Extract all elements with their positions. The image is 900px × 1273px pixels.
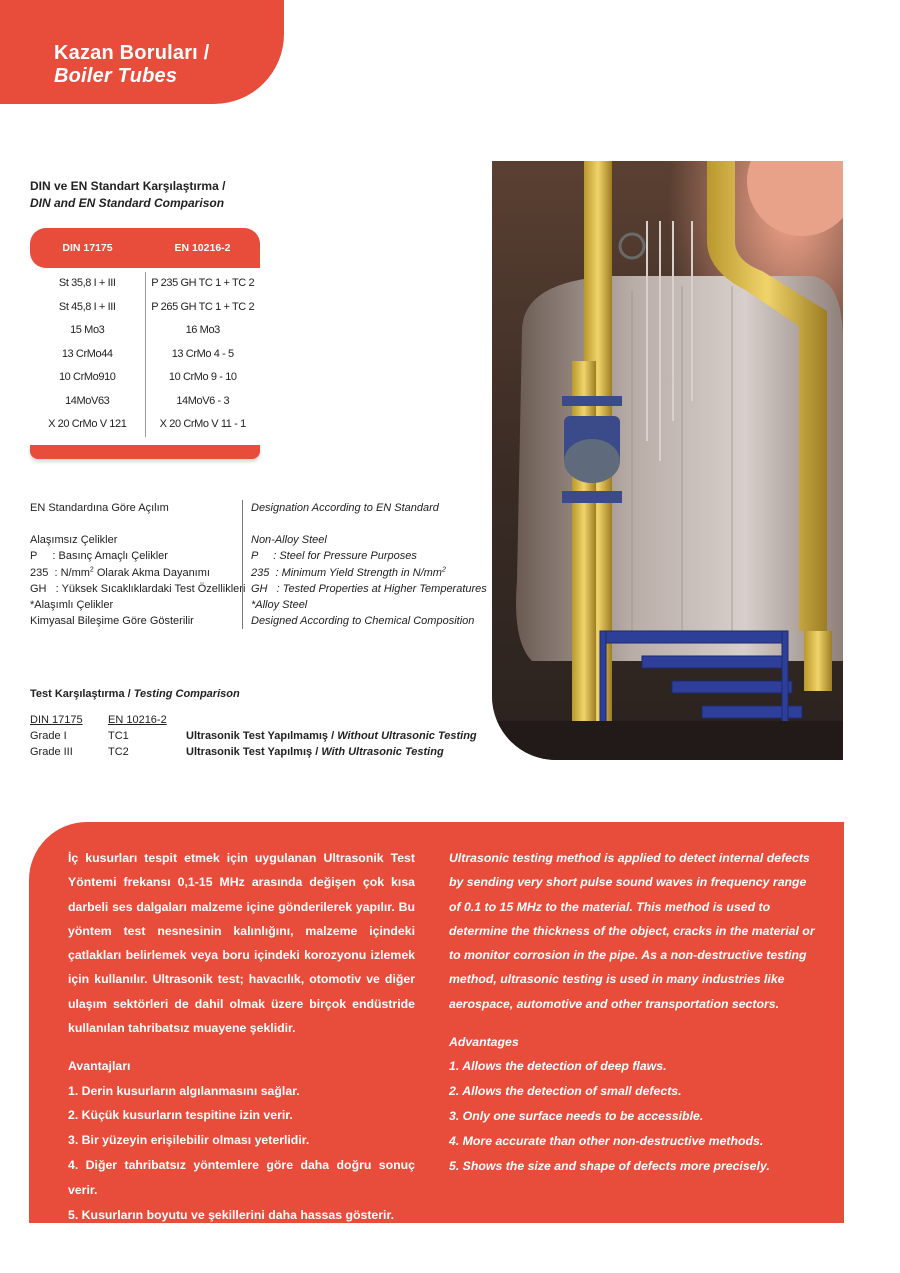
- header-din: DIN 17175: [62, 242, 113, 254]
- list-item: 4. More accurate than other non-destructive methods.: [449, 1133, 764, 1148]
- comparison-title-tr: DIN ve EN Standart Karşılaştırma /: [30, 179, 226, 193]
- info-body-en: Ultrasonic testing method is applied to detect internal defects by sending very short pulse sound waves in frequency range of 0.1 to 15 MHz to the material. This method is used to determine the thickness of the object, cracks in the material or to monitor corrosion in the pipe. As a non-destructive testing method, ultrasonic testing is used in many industries like aerospace, automotive and other transportation sectors.: [449, 851, 815, 1011]
- boiler-room-photo: [492, 161, 843, 760]
- list-item: 1. Derin kusurların algılanmasını sağlar.: [68, 1083, 300, 1098]
- testing-table: [30, 712, 477, 760]
- designation-line: *Alloy Steel: [251, 599, 308, 612]
- cell-din: 13 CrMo44: [30, 343, 146, 367]
- table-row: Grade III TC2 Ultrasonik Test Yapılmış / With Ultrasonic Testing: [30, 746, 444, 758]
- designation-line: *Alaşımlı Çelikler: [30, 599, 114, 612]
- cell-din: 15 Mo3: [30, 319, 146, 343]
- table-footer-bar: [30, 445, 260, 459]
- cell-en: 14MoV6 - 3: [176, 394, 230, 407]
- table-row: [30, 319, 260, 343]
- designation-heading-en: Designation According to EN Standard: [251, 502, 439, 514]
- advantages-list-tr: [68, 1079, 415, 1228]
- comparison-title: [30, 178, 225, 212]
- list-item: 2. Allows the detection of small defects.: [449, 1084, 682, 1099]
- advantages-heading-tr: Avantajları: [68, 1059, 131, 1074]
- list-item: 5. Shows the size and shape of defects more precisely.: [449, 1158, 770, 1173]
- designation-line: Kimyasal Bileşime Göre Gösterilir: [30, 615, 194, 628]
- designation-tr: [30, 500, 246, 629]
- list-item: 3. Only one surface needs to be accessible.: [449, 1108, 704, 1123]
- cell-en: P 265 GH TC 1 + TC 2: [151, 300, 255, 313]
- designation-line: GH : Yüksek Sıcaklıklardaki Test Özellikleri: [30, 582, 246, 595]
- cell-din: St 35,8 I + III: [30, 272, 146, 296]
- list-item: 5. Kusurların boyutu ve şekillerini daha hassas gösterir.: [68, 1207, 394, 1222]
- designation-line: Alaşımsız Çelikler: [30, 534, 118, 547]
- cell-en: 16 Mo3: [185, 324, 220, 336]
- cell-din: St 45,8 I + III: [30, 296, 146, 320]
- list-item: 1. Allows the detection of deep flaws.: [449, 1059, 667, 1074]
- table-row: [30, 343, 260, 367]
- ultrasonic-info-panel: [29, 822, 844, 1223]
- info-column-tr: [68, 846, 415, 1227]
- designation-line: Designed According to Chemical Composition: [251, 615, 475, 628]
- advantages-list-en: [449, 1054, 819, 1178]
- testing-title: Test Karşılaştırma / Testing Comparison: [30, 688, 240, 700]
- table-row: [30, 413, 260, 437]
- designation-en: [242, 500, 511, 629]
- designation-line: 235 : Minimum Yield Strength in $N/mm^2$: [251, 565, 446, 579]
- cell-din: 14MoV63: [30, 390, 146, 414]
- title-tr: Kazan Boruları /: [54, 42, 210, 64]
- title-en: Boiler Tubes: [54, 65, 178, 87]
- cell-din: X 20 CrMo V 121: [30, 413, 146, 437]
- standard-comparison-table: [30, 228, 260, 459]
- info-column-en: [449, 846, 819, 1178]
- advantages-heading-en: Advantages: [449, 1035, 519, 1050]
- table-row: DIN 17175 EN 10216-2: [30, 714, 167, 726]
- cell-en: X 20 CrMo V 11 - 1: [159, 418, 246, 430]
- cell-en: P 235 GH TC 1 + TC 2: [151, 277, 255, 289]
- list-item: 2. Küçük kusurların tespitine izin verir.: [68, 1108, 293, 1123]
- header-en: EN 10216-2: [174, 242, 231, 254]
- table-row: Grade I TC1 Ultrasonik Test Yapılmamış / Without Ultrasonic Testing: [30, 730, 477, 742]
- header-tab: [0, 0, 284, 104]
- list-item: 4. Diğer tahribatsız yöntemlere göre daha doğru sonuç verir.: [68, 1158, 415, 1197]
- cell-din: 10 CrMo910: [30, 366, 146, 390]
- designation-line: P : Basınç Amaçlı Çelikler: [30, 550, 168, 563]
- designation-line: GH : Tested Properties at Higher Temperatures: [251, 582, 487, 595]
- designation-line: 235 : $N/mm^2$ Olarak Akma Dayanımı: [30, 565, 210, 579]
- table-row: [30, 272, 260, 296]
- table-header: [30, 228, 260, 268]
- cell-en: 13 CrMo 4 - 5: [171, 347, 234, 360]
- table-row: [30, 390, 260, 414]
- table-row: [30, 296, 260, 320]
- table-row: [30, 366, 260, 390]
- page-title: [54, 42, 209, 88]
- designation-line: P : Steel for Pressure Purposes: [251, 550, 417, 563]
- list-item: 3. Bir yüzeyin erişilebilir olması yeterlidir.: [68, 1133, 310, 1148]
- cell-en: 10 CrMo 9 - 10: [168, 371, 237, 383]
- designation-line: Non-Alloy Steel: [251, 534, 327, 547]
- designation-heading-tr: EN Standardına Göre Açılım: [30, 502, 169, 514]
- comparison-title-en: DIN and EN Standard Comparison: [30, 196, 225, 210]
- info-body-tr: İç kusurları tespit etmek için uygulanan Ultrasonik Test Yöntemi frekansı 0,1-15 MHz arasında değişen çok kısa darbeli ses dalgaları malzeme içine gönderilerek yapılır. Bu yöntem test nesnesinin kalınlığını, malzeme içindeki çatlakları belirlemek veya boru içindeki korozyonu izlemek için kullanılır. Ultrasonik test; havacılık, otomotiv ve diğer ulaşım sektörleri de dahil olmak üzere birçok endüstride kullanılan tahribatsız muayene şeklidir.: [68, 851, 415, 1036]
